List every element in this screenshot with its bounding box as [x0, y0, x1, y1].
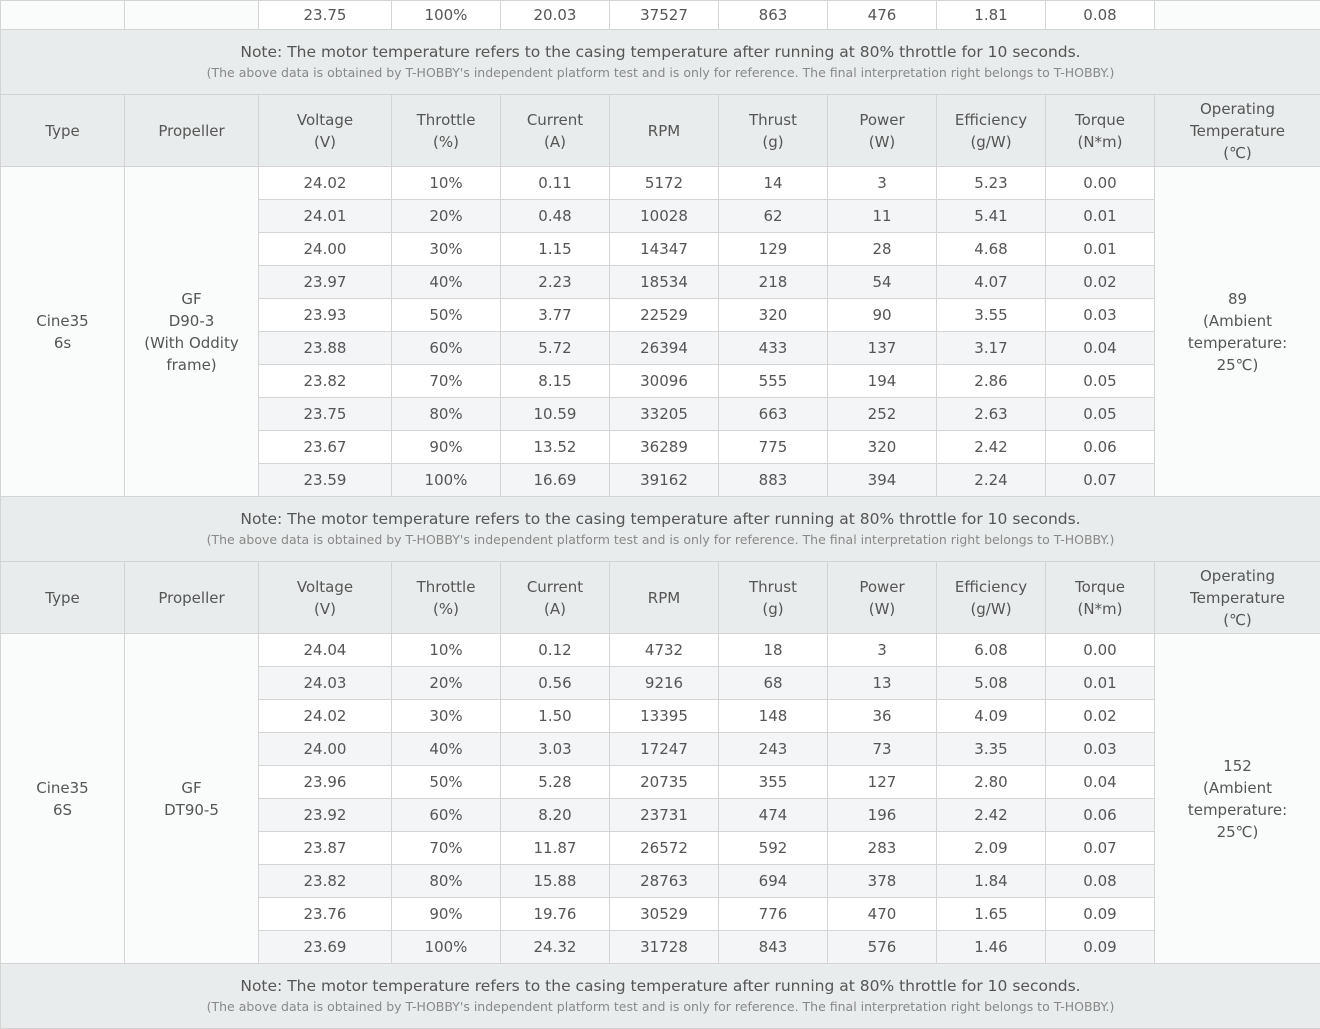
- voltage-cell: 23.82: [259, 865, 392, 898]
- torque-cell: 0.07: [1046, 464, 1155, 497]
- efficiency-cell: 3.55: [937, 299, 1046, 332]
- torque-cell: 0.06: [1046, 431, 1155, 464]
- voltage-cell: 24.04: [259, 634, 392, 667]
- cell-line: (A): [501, 131, 609, 153]
- throttle-cell: 80%: [392, 865, 501, 898]
- cell-line: temperature:: [1155, 799, 1320, 821]
- cell-line: (N*m): [1046, 131, 1154, 153]
- voltage-cell: 24.01: [259, 200, 392, 233]
- throttle-cell: 40%: [392, 733, 501, 766]
- power-cell: 36: [828, 700, 937, 733]
- rpm-cell: 36289: [610, 431, 719, 464]
- efficiency-cell: 1.81: [937, 1, 1046, 30]
- column-header-propeller: Propeller: [125, 95, 259, 167]
- thrust-cell: 433: [719, 332, 828, 365]
- torque-cell: 0.02: [1046, 700, 1155, 733]
- throttle-cell: 20%: [392, 667, 501, 700]
- current-cell: 3.03: [501, 733, 610, 766]
- current-cell: 10.59: [501, 398, 610, 431]
- torque-cell: 0.05: [1046, 398, 1155, 431]
- throttle-cell: 90%: [392, 898, 501, 931]
- note-text: Note: The motor temperature refers to the casing temperature after running at 80% throttle for 10 seconds.: [1, 508, 1320, 530]
- column-header-power: [828, 95, 937, 167]
- column-header-rpm: RPM: [610, 95, 719, 167]
- cell-line: Throttle: [392, 109, 500, 131]
- note-row: [1, 30, 1320, 95]
- torque-cell: 0.09: [1046, 931, 1155, 964]
- thrust-cell: 148: [719, 700, 828, 733]
- throttle-cell: 10%: [392, 167, 501, 200]
- current-cell: 0.12: [501, 634, 610, 667]
- current-cell: 5.72: [501, 332, 610, 365]
- voltage-cell: 24.02: [259, 167, 392, 200]
- current-cell: 13.52: [501, 431, 610, 464]
- efficiency-cell: 3.35: [937, 733, 1046, 766]
- torque-cell: 0.03: [1046, 733, 1155, 766]
- thrust-cell: 555: [719, 365, 828, 398]
- cell-line: 6s: [1, 332, 124, 354]
- cell-line: (W): [828, 131, 936, 153]
- power-cell: 394: [828, 464, 937, 497]
- column-header-thrust: [719, 95, 828, 167]
- cell-line: (%): [392, 598, 500, 620]
- disclaimer-text: (The above data is obtained by T-HOBBY's independent platform test and is only for reference. The final interpretation right belongs to T-HOBBY.): [1, 530, 1320, 550]
- column-header-efficiency: [937, 95, 1046, 167]
- throttle-cell: 50%: [392, 766, 501, 799]
- rpm-cell: 22529: [610, 299, 719, 332]
- note-text: Note: The motor temperature refers to the casing temperature after running at 80% throttle for 10 seconds.: [1, 975, 1320, 997]
- throttle-cell: 70%: [392, 365, 501, 398]
- torque-cell: 0.09: [1046, 898, 1155, 931]
- cell-line: 152: [1155, 755, 1320, 777]
- column-header-type: Type: [1, 562, 125, 634]
- throttle-cell: 60%: [392, 799, 501, 832]
- rpm-cell: 20735: [610, 766, 719, 799]
- type-cell-previous: [1, 1, 125, 30]
- power-cell: 476: [828, 1, 937, 30]
- thrust-cell: 355: [719, 766, 828, 799]
- efficiency-cell: 1.46: [937, 931, 1046, 964]
- cell-line: Temperature: [1155, 120, 1320, 142]
- throttle-cell: 40%: [392, 266, 501, 299]
- column-header-type: Type: [1, 95, 125, 167]
- column-header-throttle: [392, 95, 501, 167]
- cell-line: Throttle: [392, 576, 500, 598]
- voltage-cell: 23.93: [259, 299, 392, 332]
- rpm-cell: 30096: [610, 365, 719, 398]
- cell-line: (℃): [1155, 609, 1320, 631]
- cell-line: D90-3: [125, 310, 258, 332]
- rpm-cell: 37527: [610, 1, 719, 30]
- power-cell: 28: [828, 233, 937, 266]
- propeller-cell-previous: [125, 1, 259, 30]
- cell-line: (g/W): [937, 131, 1045, 153]
- thrust-cell: 218: [719, 266, 828, 299]
- column-header-rpm: RPM: [610, 562, 719, 634]
- throttle-cell: 100%: [392, 931, 501, 964]
- temperature-cell: [1155, 634, 1320, 964]
- torque-cell: 0.00: [1046, 167, 1155, 200]
- voltage-cell: 23.97: [259, 266, 392, 299]
- cell-line: Cine35: [1, 777, 124, 799]
- header-row: [1, 95, 1320, 167]
- current-cell: 15.88: [501, 865, 610, 898]
- type-cell: [1, 634, 125, 964]
- thrust-cell: 68: [719, 667, 828, 700]
- current-cell: 0.56: [501, 667, 610, 700]
- current-cell: 3.77: [501, 299, 610, 332]
- rpm-cell: 28763: [610, 865, 719, 898]
- torque-cell: 0.01: [1046, 667, 1155, 700]
- efficiency-cell: 2.86: [937, 365, 1046, 398]
- cell-line: frame): [125, 354, 258, 376]
- throttle-cell: 60%: [392, 332, 501, 365]
- efficiency-cell: 2.42: [937, 799, 1046, 832]
- current-cell: 8.15: [501, 365, 610, 398]
- current-cell: 20.03: [501, 1, 610, 30]
- throttle-cell: 10%: [392, 634, 501, 667]
- cell-line: Cine35: [1, 310, 124, 332]
- current-cell: 0.48: [501, 200, 610, 233]
- column-header-voltage: [259, 95, 392, 167]
- torque-cell: 0.04: [1046, 332, 1155, 365]
- temperature-cell-previous: [1155, 1, 1320, 30]
- power-cell: 3: [828, 634, 937, 667]
- thrust-cell: 14: [719, 167, 828, 200]
- cell-line: (℃): [1155, 142, 1320, 164]
- propeller-cell: [125, 167, 259, 497]
- rpm-cell: 18534: [610, 266, 719, 299]
- efficiency-cell: 2.63: [937, 398, 1046, 431]
- voltage-cell: 23.75: [259, 1, 392, 30]
- voltage-cell: 24.02: [259, 700, 392, 733]
- cell-line: 25℃): [1155, 354, 1320, 376]
- throttle-cell: 100%: [392, 1, 501, 30]
- rpm-cell: 23731: [610, 799, 719, 832]
- torque-cell: 0.04: [1046, 766, 1155, 799]
- efficiency-cell: 1.84: [937, 865, 1046, 898]
- efficiency-cell: 2.24: [937, 464, 1046, 497]
- torque-cell: 0.08: [1046, 1, 1155, 30]
- throttle-cell: 30%: [392, 233, 501, 266]
- cell-line: temperature:: [1155, 332, 1320, 354]
- cell-line: DT90-5: [125, 799, 258, 821]
- rpm-cell: 10028: [610, 200, 719, 233]
- cell-line: Operating: [1155, 565, 1320, 587]
- column-header-current: [501, 95, 610, 167]
- thrust-cell: 663: [719, 398, 828, 431]
- cell-line: (With Oddity: [125, 332, 258, 354]
- power-cell: 576: [828, 931, 937, 964]
- cell-line: (g): [719, 131, 827, 153]
- thrust-cell: 863: [719, 1, 828, 30]
- torque-cell: 0.03: [1046, 299, 1155, 332]
- torque-cell: 0.06: [1046, 799, 1155, 832]
- current-cell: 5.28: [501, 766, 610, 799]
- current-cell: 8.20: [501, 799, 610, 832]
- efficiency-cell: 1.65: [937, 898, 1046, 931]
- power-cell: 73: [828, 733, 937, 766]
- efficiency-cell: 6.08: [937, 634, 1046, 667]
- efficiency-cell: 2.42: [937, 431, 1046, 464]
- power-cell: 196: [828, 799, 937, 832]
- cell-line: (V): [259, 598, 391, 620]
- column-header-temperature: [1155, 562, 1320, 634]
- cell-line: (A): [501, 598, 609, 620]
- power-cell: 90: [828, 299, 937, 332]
- efficiency-cell: 5.41: [937, 200, 1046, 233]
- table-row: [1, 634, 1320, 667]
- cell-line: Operating: [1155, 98, 1320, 120]
- column-header-voltage: [259, 562, 392, 634]
- rpm-cell: 39162: [610, 464, 719, 497]
- cell-line: (g/W): [937, 598, 1045, 620]
- thrust-cell: 592: [719, 832, 828, 865]
- rpm-cell: 4732: [610, 634, 719, 667]
- current-cell: 2.23: [501, 266, 610, 299]
- header-row: [1, 562, 1320, 634]
- power-cell: 3: [828, 167, 937, 200]
- note-row: [1, 497, 1320, 562]
- throttle-cell: 20%: [392, 200, 501, 233]
- column-header-power: [828, 562, 937, 634]
- throttle-cell: 100%: [392, 464, 501, 497]
- power-cell: 54: [828, 266, 937, 299]
- rpm-cell: 14347: [610, 233, 719, 266]
- rpm-cell: 26572: [610, 832, 719, 865]
- thrust-cell: 843: [719, 931, 828, 964]
- torque-cell: 0.08: [1046, 865, 1155, 898]
- table-row-previous: [1, 1, 1320, 30]
- thrust-cell: 474: [719, 799, 828, 832]
- cell-line: Current: [501, 109, 609, 131]
- power-cell: 470: [828, 898, 937, 931]
- type-cell: [1, 167, 125, 497]
- column-header-thrust: [719, 562, 828, 634]
- thrust-cell: 883: [719, 464, 828, 497]
- column-header-torque: [1046, 562, 1155, 634]
- cell-line: (V): [259, 131, 391, 153]
- power-cell: 13: [828, 667, 937, 700]
- cell-line: Voltage: [259, 576, 391, 598]
- voltage-cell: 24.00: [259, 233, 392, 266]
- voltage-cell: 23.76: [259, 898, 392, 931]
- cell-line: Efficiency: [937, 109, 1045, 131]
- efficiency-cell: 2.80: [937, 766, 1046, 799]
- efficiency-cell: 3.17: [937, 332, 1046, 365]
- torque-cell: 0.01: [1046, 200, 1155, 233]
- cell-line: Thrust: [719, 109, 827, 131]
- torque-cell: 0.01: [1046, 233, 1155, 266]
- cell-line: 89: [1155, 288, 1320, 310]
- power-cell: 252: [828, 398, 937, 431]
- cell-line: Current: [501, 576, 609, 598]
- efficiency-cell: 4.68: [937, 233, 1046, 266]
- cell-line: GF: [125, 777, 258, 799]
- throttle-cell: 50%: [392, 299, 501, 332]
- torque-cell: 0.02: [1046, 266, 1155, 299]
- power-cell: 378: [828, 865, 937, 898]
- rpm-cell: 33205: [610, 398, 719, 431]
- table-row: [1, 167, 1320, 200]
- current-cell: 19.76: [501, 898, 610, 931]
- rpm-cell: 26394: [610, 332, 719, 365]
- efficiency-cell: 4.09: [937, 700, 1046, 733]
- torque-cell: 0.00: [1046, 634, 1155, 667]
- thrust-cell: 62: [719, 200, 828, 233]
- cell-line: (N*m): [1046, 598, 1154, 620]
- cell-line: Temperature: [1155, 587, 1320, 609]
- cell-line: GF: [125, 288, 258, 310]
- cell-line: (W): [828, 598, 936, 620]
- cell-line: Power: [828, 576, 936, 598]
- note-cell: [1, 30, 1320, 95]
- thrust-cell: 320: [719, 299, 828, 332]
- rpm-cell: 13395: [610, 700, 719, 733]
- throttle-cell: 80%: [392, 398, 501, 431]
- cell-line: Torque: [1046, 109, 1154, 131]
- throttle-cell: 90%: [392, 431, 501, 464]
- propeller-cell: [125, 634, 259, 964]
- thrust-cell: 129: [719, 233, 828, 266]
- current-cell: 1.50: [501, 700, 610, 733]
- power-cell: 11: [828, 200, 937, 233]
- power-cell: 137: [828, 332, 937, 365]
- note-text: Note: The motor temperature refers to the casing temperature after running at 80% throttle for 10 seconds.: [1, 41, 1320, 63]
- efficiency-cell: 5.08: [937, 667, 1046, 700]
- voltage-cell: 24.00: [259, 733, 392, 766]
- column-header-efficiency: [937, 562, 1046, 634]
- torque-cell: 0.05: [1046, 365, 1155, 398]
- efficiency-cell: 5.23: [937, 167, 1046, 200]
- cell-line: (g): [719, 598, 827, 620]
- note-row: [1, 964, 1320, 1029]
- voltage-cell: 23.82: [259, 365, 392, 398]
- power-cell: 320: [828, 431, 937, 464]
- column-header-throttle: [392, 562, 501, 634]
- current-cell: 0.11: [501, 167, 610, 200]
- thrust-cell: 243: [719, 733, 828, 766]
- column-header-temperature: [1155, 95, 1320, 167]
- cell-line: 25℃): [1155, 821, 1320, 843]
- current-cell: 16.69: [501, 464, 610, 497]
- voltage-cell: 23.59: [259, 464, 392, 497]
- column-header-propeller: Propeller: [125, 562, 259, 634]
- voltage-cell: 23.67: [259, 431, 392, 464]
- voltage-cell: 23.87: [259, 832, 392, 865]
- note-cell: [1, 497, 1320, 562]
- cell-line: Torque: [1046, 576, 1154, 598]
- voltage-cell: 23.69: [259, 931, 392, 964]
- voltage-cell: 23.75: [259, 398, 392, 431]
- cell-line: (Ambient: [1155, 777, 1320, 799]
- rpm-cell: 31728: [610, 931, 719, 964]
- rpm-cell: 9216: [610, 667, 719, 700]
- cell-line: 6S: [1, 799, 124, 821]
- current-cell: 11.87: [501, 832, 610, 865]
- cell-line: Voltage: [259, 109, 391, 131]
- power-cell: 283: [828, 832, 937, 865]
- thrust-cell: 18: [719, 634, 828, 667]
- cell-line: Thrust: [719, 576, 827, 598]
- current-cell: 24.32: [501, 931, 610, 964]
- thrust-cell: 775: [719, 431, 828, 464]
- rpm-cell: 30529: [610, 898, 719, 931]
- disclaimer-text: (The above data is obtained by T-HOBBY's independent platform test and is only for reference. The final interpretation right belongs to T-HOBBY.): [1, 63, 1320, 83]
- power-cell: 194: [828, 365, 937, 398]
- temperature-cell: [1155, 167, 1320, 497]
- voltage-cell: 23.88: [259, 332, 392, 365]
- note-cell: [1, 964, 1320, 1029]
- cell-line: Efficiency: [937, 576, 1045, 598]
- column-header-torque: [1046, 95, 1155, 167]
- voltage-cell: 23.96: [259, 766, 392, 799]
- throttle-cell: 70%: [392, 832, 501, 865]
- throttle-cell: 30%: [392, 700, 501, 733]
- efficiency-cell: 4.07: [937, 266, 1046, 299]
- efficiency-cell: 2.09: [937, 832, 1046, 865]
- thrust-cell: 776: [719, 898, 828, 931]
- power-cell: 127: [828, 766, 937, 799]
- current-cell: 1.15: [501, 233, 610, 266]
- rpm-cell: 5172: [610, 167, 719, 200]
- voltage-cell: 24.03: [259, 667, 392, 700]
- torque-cell: 0.07: [1046, 832, 1155, 865]
- disclaimer-text: (The above data is obtained by T-HOBBY's independent platform test and is only for reference. The final interpretation right belongs to T-HOBBY.): [1, 997, 1320, 1017]
- cell-line: (Ambient: [1155, 310, 1320, 332]
- voltage-cell: 23.92: [259, 799, 392, 832]
- rpm-cell: 17247: [610, 733, 719, 766]
- thrust-cell: 694: [719, 865, 828, 898]
- column-header-current: [501, 562, 610, 634]
- cell-line: Power: [828, 109, 936, 131]
- cell-line: (%): [392, 131, 500, 153]
